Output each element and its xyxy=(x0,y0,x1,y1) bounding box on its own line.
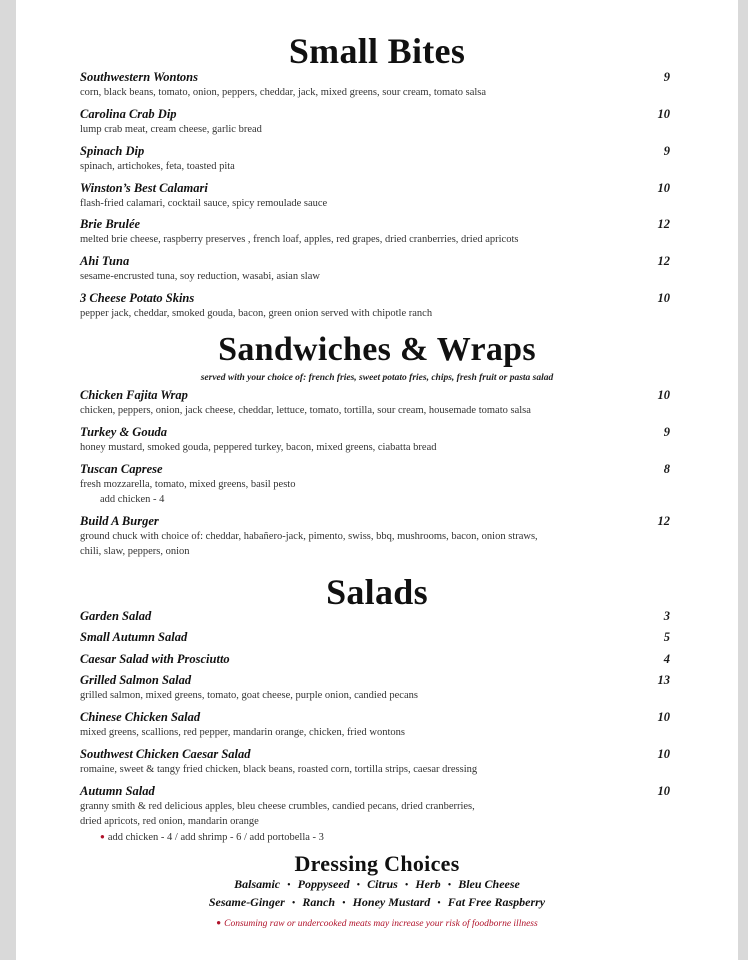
menu-item xyxy=(80,144,670,174)
item-name: Tuscan Caprese xyxy=(80,462,163,476)
menu-item xyxy=(80,784,670,845)
item-price: 8 xyxy=(663,462,670,476)
dressing-option: Fat Free Raspberry xyxy=(447,895,546,909)
item-name: 3 Cheese Potato Skins xyxy=(80,291,195,305)
item-name: Winston’s Best Calamari xyxy=(80,181,208,195)
item-description: mixed greens, scallions, red pepper, mandarin orange, chicken, fried wontons xyxy=(80,727,405,738)
item-price: 12 xyxy=(657,514,670,528)
item-description: spinach, artichokes, feta, toasted pita xyxy=(80,161,235,172)
menu-item xyxy=(80,388,670,418)
dressing-list-line-2 xyxy=(16,895,738,910)
item-price: 9 xyxy=(663,425,670,439)
menu-item xyxy=(80,70,670,100)
menu-item xyxy=(80,710,670,740)
item-price: 12 xyxy=(657,254,670,268)
item-name: Grilled Salmon Salad xyxy=(80,673,192,687)
bullet-icon: ● xyxy=(216,918,222,927)
item-description: pepper jack, cheddar, smoked gouda, bacon, green onion served with chipotle ranch xyxy=(80,308,433,319)
dressing-option: Balsamic xyxy=(234,877,281,891)
menu-item xyxy=(80,181,670,211)
item-price: 10 xyxy=(657,291,670,305)
item-price: 10 xyxy=(657,388,670,402)
item-name: Ahi Tuna xyxy=(80,254,130,268)
item-name: Caesar Salad with Prosciutto xyxy=(80,652,230,666)
separator-dot-icon: • xyxy=(447,880,452,891)
item-description-cont: dried apricots, red onion, mandarin orange xyxy=(80,816,259,827)
item-price: 4 xyxy=(663,652,670,666)
menu-item xyxy=(80,254,670,284)
item-description: grilled salmon, mixed greens, tomato, goat cheese, purple onion, candied pecans xyxy=(80,690,418,701)
menu-item xyxy=(80,652,670,667)
menu-page xyxy=(16,0,738,960)
item-description: sesame-encrusted tuna, soy reduction, wasabi, asian slaw xyxy=(80,271,320,282)
item-description: granny smith & red delicious apples, bleu cheese crumbles, candied pecans, dried cranberries, xyxy=(80,801,475,812)
item-description: chicken, peppers, onion, jack cheese, cheddar, lettuce, tomato, tortilla, sour cream, housemade tomato salsa xyxy=(80,405,531,416)
menu-item xyxy=(80,630,670,645)
item-name: Chinese Chicken Salad xyxy=(80,710,201,724)
item-description: ground chuck with choice of: cheddar, habañero-jack, pimento, swiss, bbq, mushrooms, bacon, onion straws, xyxy=(80,531,538,542)
menu-item xyxy=(80,217,670,247)
item-description: lump crab meat, cream cheese, garlic bread xyxy=(80,124,262,135)
item-description-cont: chili, slaw, peppers, onion xyxy=(80,546,190,557)
item-price: 10 xyxy=(657,181,670,195)
item-description: fresh mozzarella, tomato, mixed greens, basil pesto xyxy=(80,479,296,490)
item-name: Carolina Crab Dip xyxy=(80,107,177,121)
item-price: 10 xyxy=(657,784,670,798)
item-price: 10 xyxy=(657,107,670,121)
item-name: Small Autumn Salad xyxy=(80,630,188,644)
menu-item xyxy=(80,514,670,559)
dressing-option: Honey Mustard xyxy=(352,895,431,909)
item-addon: add chicken - 4 xyxy=(100,494,165,505)
item-price: 10 xyxy=(657,710,670,724)
separator-dot-icon: • xyxy=(287,880,291,891)
separator-dot-icon: • xyxy=(437,898,441,909)
menu-item xyxy=(80,609,670,624)
dressing-option: Herb xyxy=(415,877,441,891)
item-description: honey mustard, smoked gouda, peppered turkey, bacon, mixed greens, ciabatta bread xyxy=(80,442,437,453)
section-subtitle: served with your choice of: french fries, sweet potato fries, chips, fresh fruit or pasta salad xyxy=(200,373,554,383)
section-title-dressings: Dressing Choices xyxy=(294,851,460,876)
menu-item xyxy=(80,462,670,507)
item-name: Spinach Dip xyxy=(80,144,145,158)
food-safety-notice xyxy=(16,918,738,929)
section-title-sandwiches: Sandwiches & Wraps xyxy=(218,331,536,368)
item-name: Autumn Salad xyxy=(80,784,155,798)
bullet-icon: ● xyxy=(100,832,105,841)
dressing-option: Ranch xyxy=(302,895,336,909)
separator-dot-icon: • xyxy=(342,898,346,909)
dressing-list-line-1 xyxy=(16,877,738,892)
notice-text: Consuming raw or undercooked meats may increase your risk of foodborne illness xyxy=(224,919,538,929)
item-addon-text: add chicken - 4 / add shrimp - 6 / add portobella - 3 xyxy=(107,832,324,843)
separator-dot-icon: • xyxy=(356,880,361,891)
separator-dot-icon: • xyxy=(291,898,296,909)
item-price: 9 xyxy=(663,70,670,84)
menu-item xyxy=(80,747,670,777)
item-name: Garden Salad xyxy=(80,609,152,623)
item-description: romaine, sweet & tangy fried chicken, black beans, roasted corn, tortilla strips, caesar dressing xyxy=(80,764,478,775)
dressing-option: Poppyseed xyxy=(297,877,350,891)
item-price: 13 xyxy=(657,673,670,687)
item-price: 5 xyxy=(663,630,670,644)
item-name: Chicken Fajita Wrap xyxy=(80,388,188,402)
item-name: Brie Brulée xyxy=(80,217,141,231)
menu-item xyxy=(80,425,670,455)
item-price: 3 xyxy=(663,609,670,623)
dressing-option: Citrus xyxy=(367,877,398,891)
separator-dot-icon: • xyxy=(404,880,409,891)
item-name: Turkey & Gouda xyxy=(80,425,168,439)
section-title-small-bites: Small Bites xyxy=(288,31,466,71)
item-name: Southwest Chicken Caesar Salad xyxy=(80,747,251,761)
item-description: corn, black beans, tomato, onion, peppers, cheddar, jack, mixed greens, sour cream, tomato salsa xyxy=(80,87,487,98)
item-name: Southwestern Wontons xyxy=(80,70,198,84)
menu-item xyxy=(80,291,670,321)
item-price: 12 xyxy=(657,217,670,231)
section-title-salads: Salads xyxy=(326,572,428,612)
item-description: flash-fried calamari, cocktail sauce, spicy remoulade sauce xyxy=(80,198,328,209)
dressing-option: Sesame-Ginger xyxy=(208,895,285,909)
menu-item xyxy=(80,673,670,703)
item-price: 9 xyxy=(663,144,670,158)
item-name: Build A Burger xyxy=(80,514,159,528)
menu-item xyxy=(80,107,670,137)
dressing-option: Bleu Cheese xyxy=(458,877,520,891)
item-price: 10 xyxy=(657,747,670,761)
item-addon xyxy=(80,829,670,845)
item-description: melted brie cheese, raspberry preserves , french loaf, apples, red grapes, dried cranberries, dried apricots xyxy=(80,234,519,245)
